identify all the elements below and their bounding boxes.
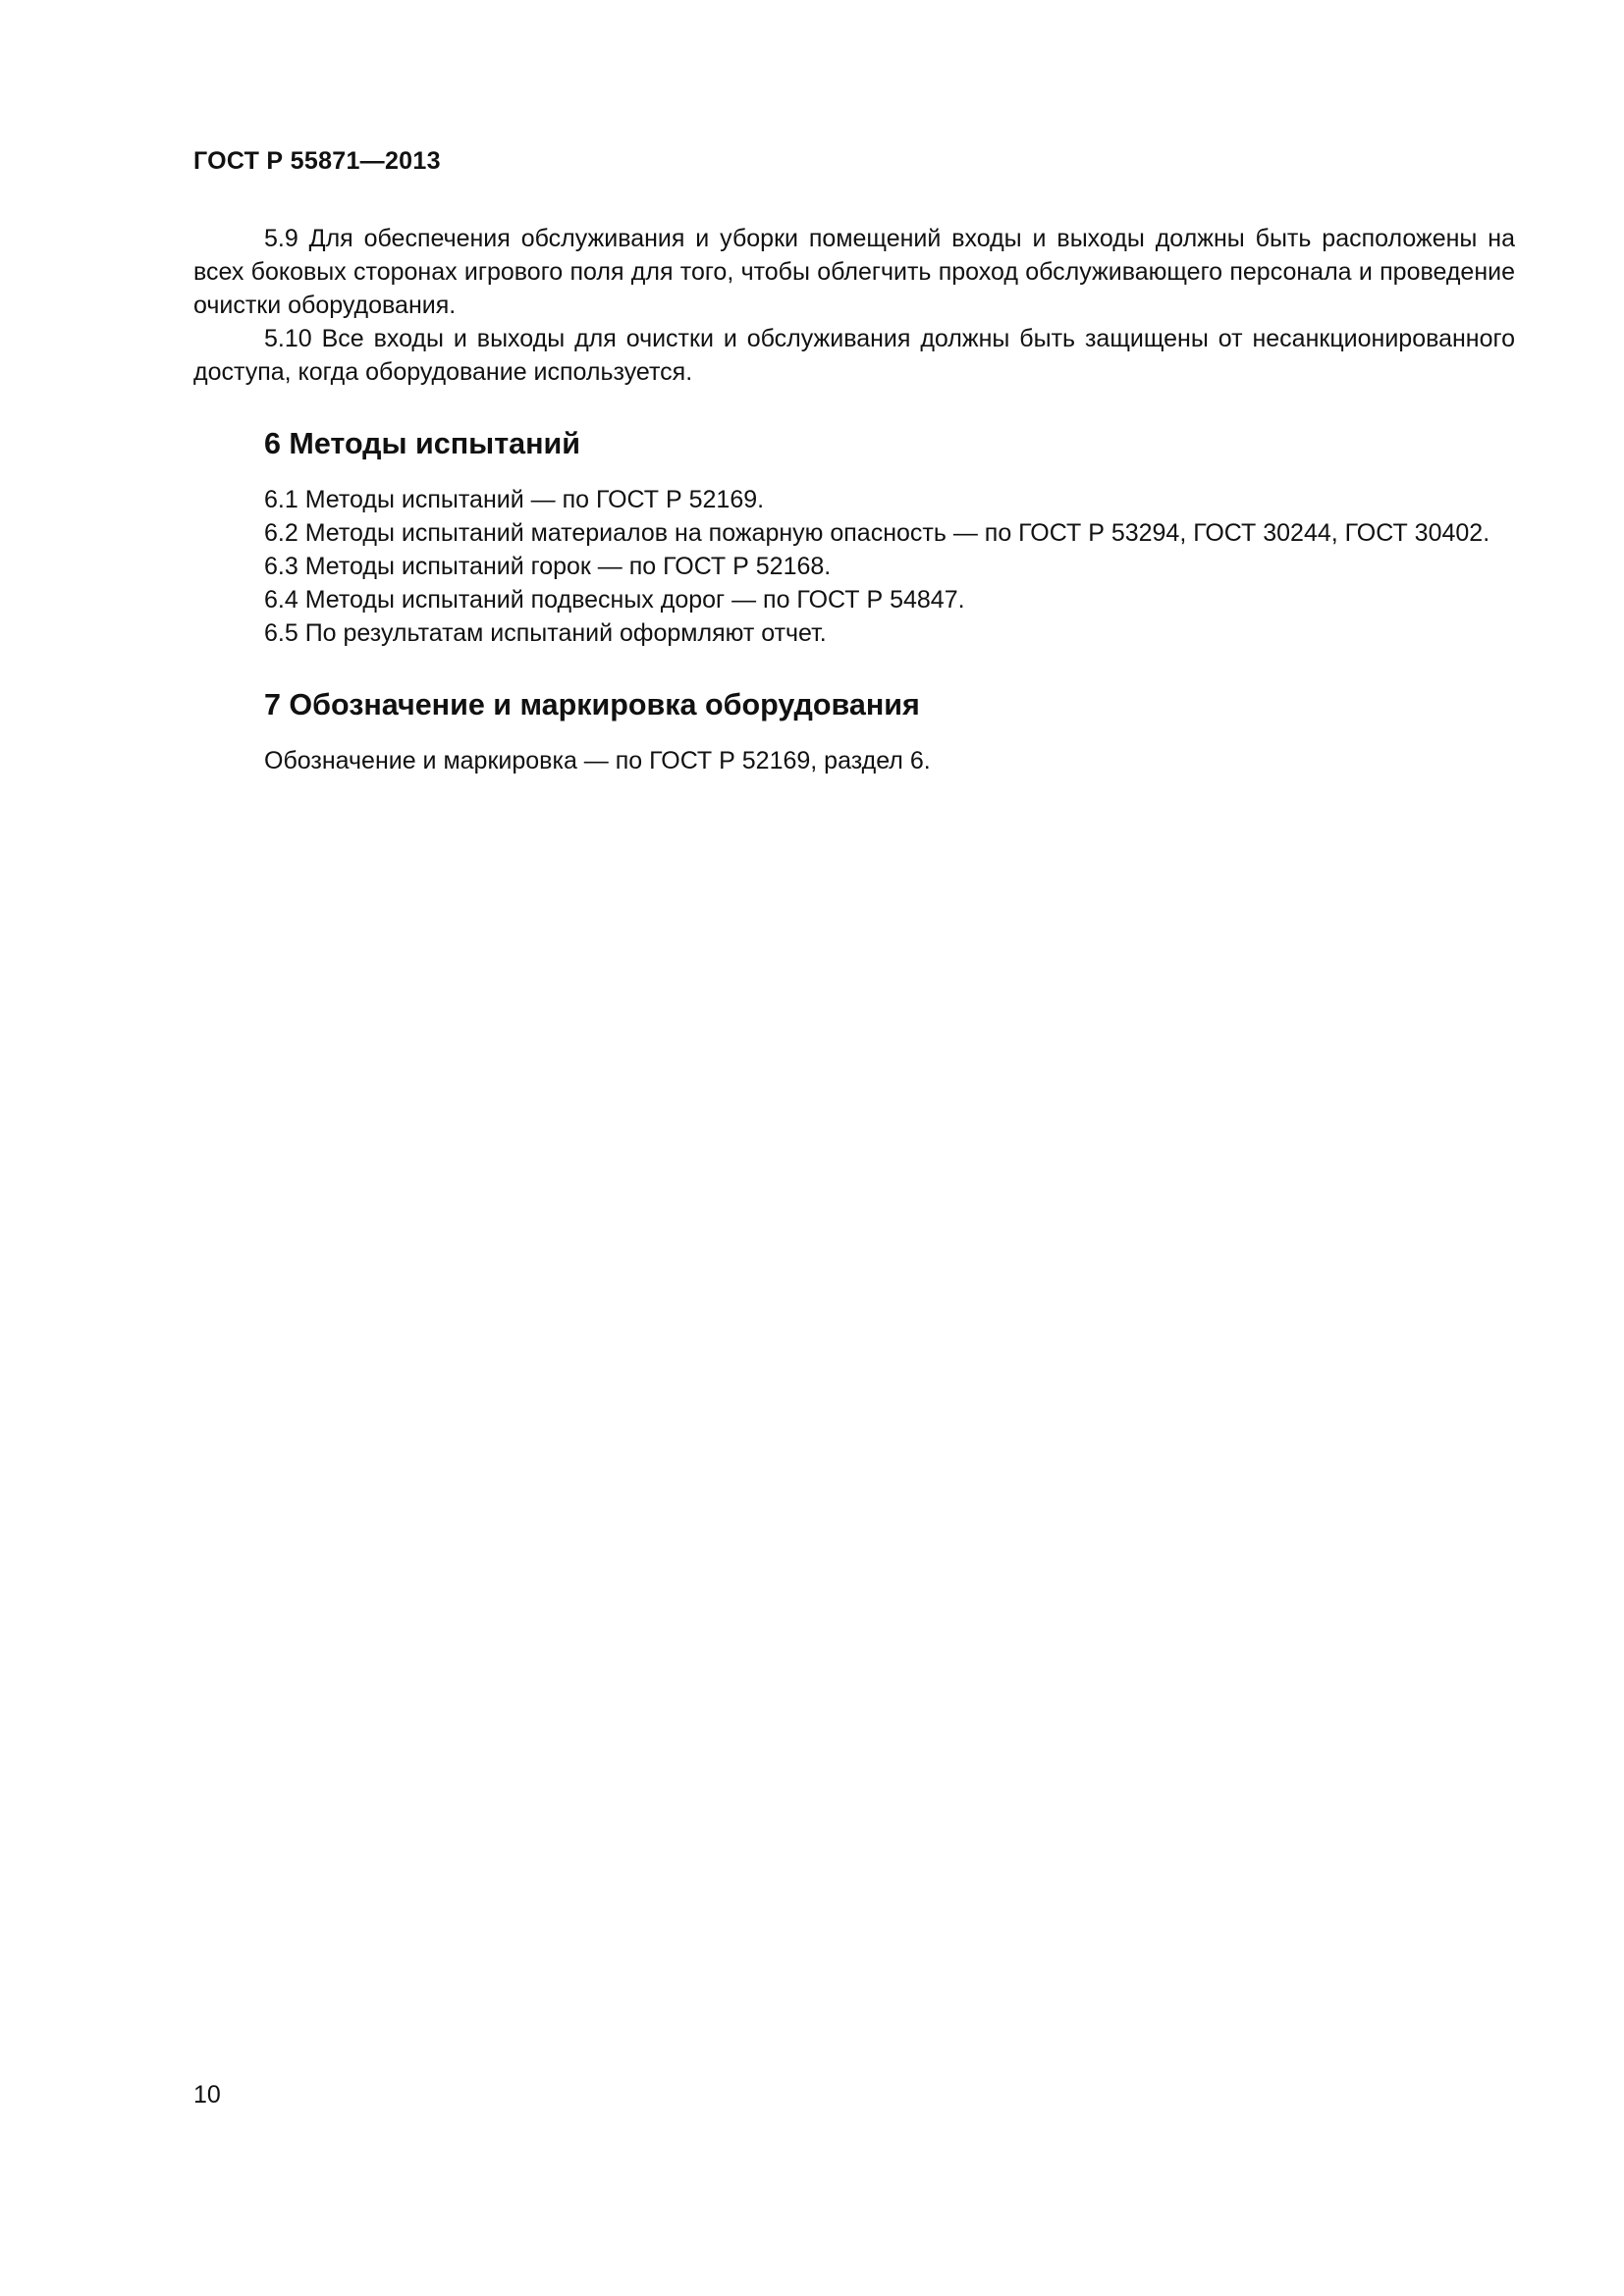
paragraph-6-3: 6.3 Методы испытаний горок — по ГОСТ Р 52168. <box>264 553 832 580</box>
paragraph-5-9: 5.9 Для обеспечения обслуживания и уборки помещений входы и выходы должны быть расположены на всех боковых сторонах игрового поля для того, чтобы облегчить проход обслуживающего персонала и проведение очистки оборудования. <box>193 225 1515 319</box>
paragraph-6-2: 6.2 Методы испытаний материалов на пожарную опасность — по ГОСТ Р 53294, ГОСТ 30244, ГОСТ 30402. <box>264 519 1490 547</box>
section-6-title: 6 Методы испытаний <box>264 427 581 460</box>
paragraph-6-1: 6.1 Методы испытаний — по ГОСТ Р 52169. <box>264 486 765 513</box>
paragraph-5-10: 5.10 Все входы и выходы для очистки и обслуживания должны быть защищены от несанкционированного доступа, когда оборудование используется. <box>193 325 1515 386</box>
paragraph-6-5: 6.5 По результатам испытаний оформляют отчет. <box>264 619 827 647</box>
page-number: 10 <box>193 2081 221 2109</box>
document-body <box>193 222 1515 777</box>
section-7-title: 7 Обозначение и маркировка оборудования <box>264 688 920 721</box>
paragraph-6-4: 6.4 Методы испытаний подвесных дорог — по ГОСТ Р 54847. <box>264 586 965 614</box>
document-header: ГОСТ Р 55871—2013 <box>193 147 441 175</box>
paragraph-7-text: Обозначение и маркировка — по ГОСТ Р 52169, раздел 6. <box>264 747 931 774</box>
